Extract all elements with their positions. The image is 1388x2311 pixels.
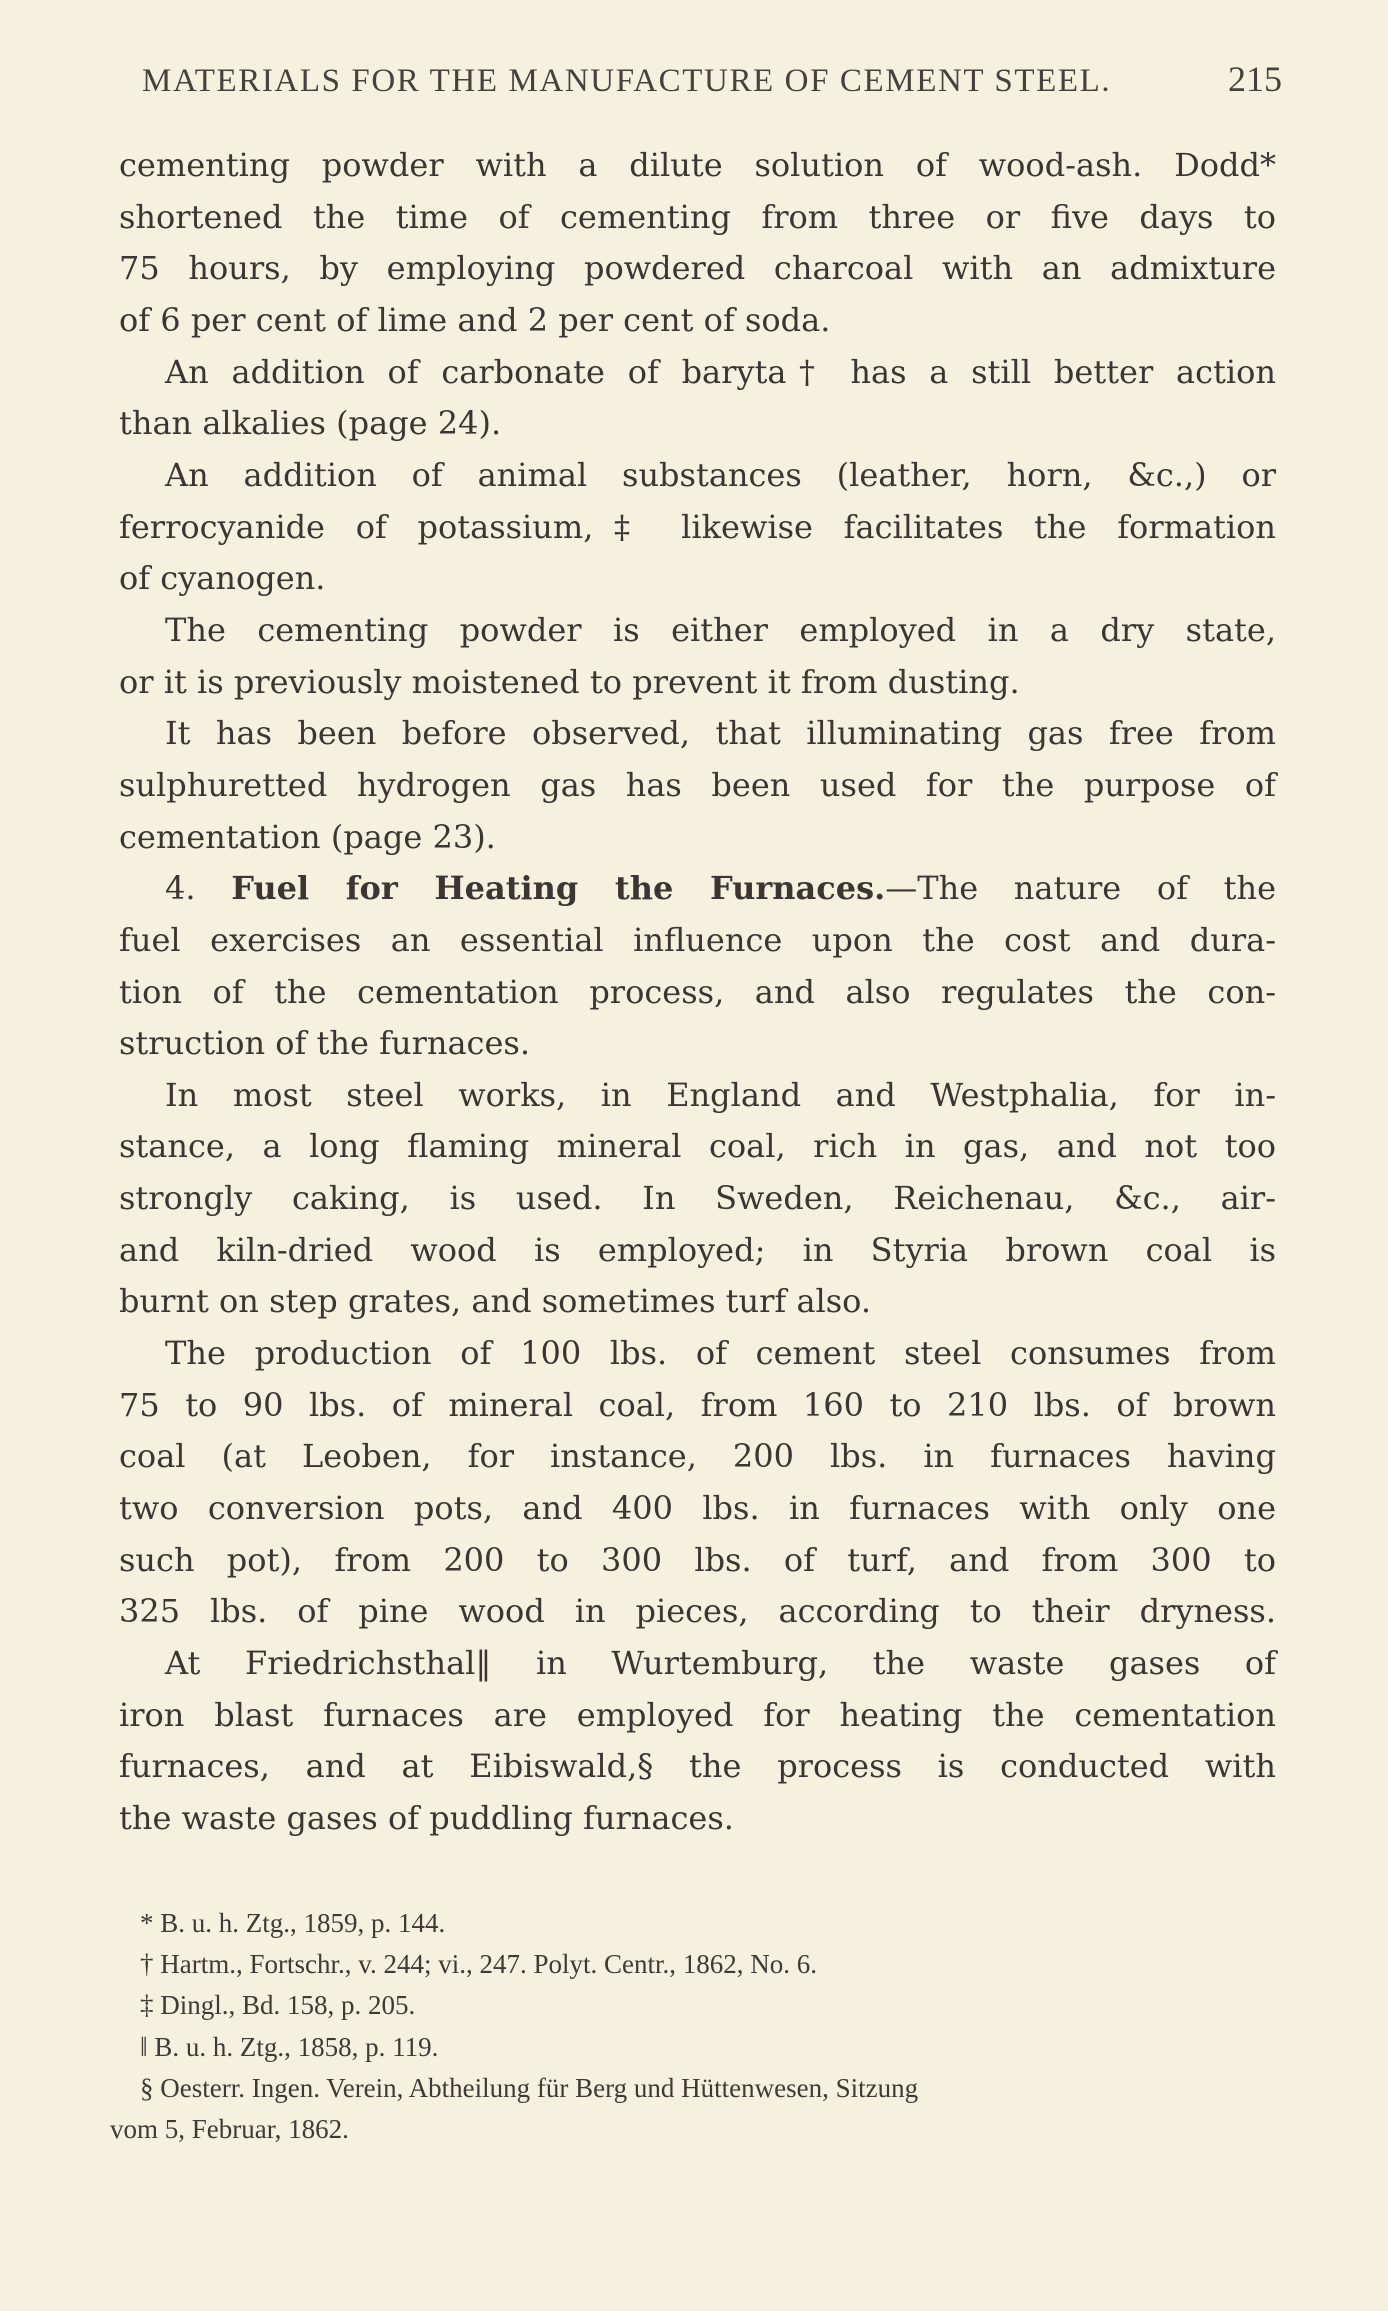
text-line: and kiln-dried wood is employed; in Styria brown coal is	[119, 1230, 1276, 1269]
text-line: iron blast furnaces are employed for heating the cementation	[119, 1695, 1276, 1734]
text-line: An addition of carbonate of baryta† has a still better action	[165, 352, 1276, 391]
paragraph	[119, 140, 1276, 347]
text-line	[119, 863, 1276, 915]
footnote: § Oesterr. Ingen. Verein, Abtheilung für Berg und Hüttenwesen, Sitzung	[140, 2072, 919, 2103]
text-line: 75 hours, by employing powdered charcoal with an admixture	[119, 249, 1276, 288]
section-paragraph	[119, 863, 1276, 1070]
paragraph	[119, 1328, 1276, 1638]
footnote: ‡ Dingl., Bd. 158, p. 205.	[140, 1990, 416, 2021]
running-header	[142, 58, 1282, 100]
text-line: furnaces, and at Eibiswald,§ the process is conducted with	[119, 1747, 1276, 1786]
body-text	[119, 140, 1276, 1845]
text-line: In most steel works, in England and Westphalia, for in-	[165, 1075, 1276, 1114]
page-number: 215	[1228, 59, 1282, 99]
paragraph	[119, 1070, 1276, 1328]
footnote: ‖ B. u. h. Ztg., 1858, p. 119.	[140, 2031, 439, 2062]
paragraph	[119, 708, 1276, 863]
text-line: struction of the furnaces.	[119, 1024, 530, 1063]
text-line: ferrocyanide of potassium,‡ likewise facilitates the formation	[119, 507, 1276, 546]
text-line: burnt on step grates, and sometimes turf also.	[119, 1282, 872, 1321]
text-line: the waste gases of puddling furnaces.	[119, 1799, 734, 1837]
paragraph	[119, 450, 1276, 605]
text-line: or it is previously moistened to prevent it from dusting.	[119, 662, 1020, 701]
text-line: shortened the time of cementing from three or five days to	[119, 197, 1276, 236]
section-number: 4.	[165, 869, 196, 908]
text-line: of 6 per cent of lime and 2 per cent of soda.	[119, 300, 831, 339]
text-line: stance, a long flaming mineral coal, rich in gas, and not too	[119, 1127, 1276, 1166]
paragraph	[119, 347, 1276, 450]
paragraph	[119, 1638, 1276, 1845]
text-line: fuel exercises an essential influence upon the cost and dura-	[119, 920, 1276, 959]
text-line: of cyanogen.	[119, 559, 326, 598]
text-line: cementation (page 23).	[119, 817, 496, 856]
text-line: The cementing powder is either employed in a dry state,	[165, 610, 1276, 649]
text-line: sulphuretted hydrogen gas has been used for the purpose of	[119, 765, 1276, 804]
text-line: strongly caking, is used. In Sweden, Reichenau, &c., air-	[119, 1179, 1276, 1218]
running-title: MATERIALS FOR THE MANUFACTURE OF CEMENT STEEL.	[142, 63, 1112, 99]
footnote-continuation: vom 5, Februar, 1862.	[110, 2114, 349, 2145]
text-line: At Friedrichsthal‖ in Wurtemburg, the waste gases of	[165, 1644, 1276, 1683]
text-line: such pot), from 200 to 300 lbs. of turf, and from 300 to	[119, 1540, 1276, 1579]
text-line: An addition of animal substances (leather, horn, &c.,) or	[165, 455, 1276, 494]
paragraph	[119, 605, 1276, 708]
text-line: The production of 100 lbs. of cement steel consumes from	[165, 1334, 1276, 1373]
text-line: cementing powder with a dilute solution of wood-ash. Dodd*	[119, 146, 1276, 184]
text-line: 325 lbs. of pine wood in pieces, according to their dryness.	[119, 1592, 1276, 1631]
text-line: than alkalies (page 24).	[119, 404, 502, 443]
footnotes	[110, 1903, 1270, 2150]
text-line: coal (at Leoben, for instance, 200 lbs. in furnaces having	[119, 1437, 1276, 1476]
footnote: † Hartm., Fortschr., v. 244; vi., 247. Polyt. Centr., 1862, No. 6.	[140, 1949, 817, 1980]
section-heading: Fuel for Heating the Furnaces.	[231, 869, 886, 908]
text-line: two conversion pots, and 400 lbs. in furnaces with only one	[119, 1489, 1276, 1528]
section-lead: —The nature of the	[885, 869, 1277, 908]
text-line: It has been before observed, that illuminating gas free from	[165, 714, 1276, 753]
footnote: * B. u. h. Ztg., 1859, p. 144.	[140, 1908, 446, 1938]
text-line: tion of the cementation process, and also regulates the con-	[119, 972, 1276, 1011]
text-line: 75 to 90 lbs. of mineral coal, from 160 to 210 lbs. of brown	[119, 1385, 1276, 1424]
